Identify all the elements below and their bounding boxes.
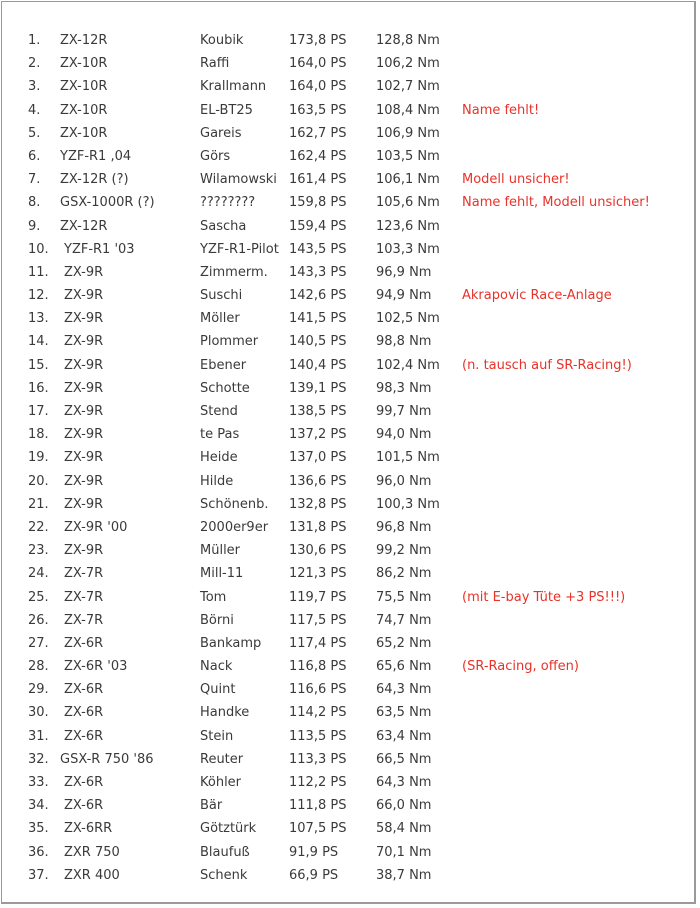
rank-cell: 12. [28, 288, 49, 304]
model-cell: ZX-9R [64, 288, 104, 304]
note-cell: (SR-Racing, offen) [462, 659, 579, 675]
rider-name-cell: Bär [200, 798, 223, 814]
horsepower-cell: 161,4 PS [289, 172, 347, 188]
table-row [0, 330, 700, 353]
table-row [0, 261, 700, 284]
torque-cell: 98,8 Nm [376, 334, 432, 350]
rider-name-cell: Blaufuß [200, 844, 250, 860]
rank-cell: 18. [28, 427, 49, 443]
torque-cell: 99,7 Nm [376, 404, 432, 419]
horsepower-cell: 121,3 PS [289, 566, 347, 582]
table-row [0, 284, 700, 307]
rider-name-cell: Gareis [200, 125, 242, 141]
table-row [0, 145, 700, 168]
horsepower-cell: 162,4 PS [289, 148, 347, 164]
rider-name-cell: Schönenb. [200, 496, 269, 512]
horsepower-cell: 132,8 PS [289, 496, 347, 512]
table-row [0, 655, 700, 678]
rank-cell: 28. [28, 659, 49, 675]
rider-name-cell: Plommer [200, 334, 259, 350]
torque-cell: 102,5 Nm [376, 311, 440, 327]
table-row [0, 562, 700, 585]
horsepower-cell: 114,2 PS [289, 705, 347, 721]
rider-name-cell: Ebener [200, 357, 247, 373]
horsepower-cell: 66,9 PS [289, 867, 339, 883]
rank-cell: 19. [28, 450, 49, 466]
torque-cell: 106,9 Nm [376, 125, 440, 141]
torque-cell: 58,4 Nm [376, 821, 432, 837]
rank-cell: 17. [28, 404, 49, 419]
horsepower-cell: 136,6 PS [289, 473, 347, 489]
torque-cell: 106,1 Nm [376, 172, 440, 188]
rider-name-cell: Schenk [200, 867, 248, 883]
model-cell: ZX-7R [64, 589, 104, 605]
horsepower-cell: 137,2 PS [289, 427, 347, 443]
rider-name-cell: Müller [200, 543, 241, 559]
rank-cell: 36. [28, 844, 49, 860]
model-cell: ZX-9R [64, 450, 104, 466]
rider-name-cell: ???????? [200, 195, 256, 211]
torque-cell: 64,3 Nm [376, 775, 432, 790]
horsepower-cell: 139,1 PS [289, 380, 347, 396]
model-cell: ZX-12R (?) [60, 172, 129, 188]
model-cell: ZX-9R [64, 473, 104, 489]
model-cell: ZXR 400 [64, 867, 120, 883]
table-row [0, 701, 700, 724]
horsepower-cell: 142,6 PS [289, 288, 347, 304]
horsepower-cell: 140,5 PS [289, 334, 347, 350]
table-row [0, 52, 700, 75]
model-cell: ZX-12R [60, 33, 108, 48]
rank-cell: 21. [28, 496, 49, 512]
table-row [0, 400, 700, 423]
model-cell: ZX-6R [64, 705, 104, 721]
torque-cell: 101,5 Nm [376, 450, 440, 466]
rank-cell: 16. [28, 380, 49, 396]
table-row [0, 794, 700, 817]
table-row [0, 516, 700, 539]
model-cell: GSX-R 750 '86 [60, 751, 154, 767]
table-row [0, 99, 700, 122]
rider-name-cell: Hilde [200, 473, 234, 489]
model-cell: ZX-9R [64, 427, 104, 443]
horsepower-cell: 164,0 PS [289, 79, 347, 95]
model-cell: ZX-7R [64, 566, 104, 582]
ranking-table [0, 29, 700, 887]
rider-name-cell: Stend [200, 404, 238, 419]
model-cell: ZX-7R [64, 612, 104, 628]
torque-cell: 70,1 Nm [376, 844, 432, 860]
rank-cell: 13. [28, 311, 49, 327]
rider-name-cell: 2000er9er [200, 519, 269, 535]
rider-name-cell: Tom [200, 589, 227, 605]
table-row [0, 423, 700, 446]
horsepower-cell: 112,2 PS [289, 775, 347, 790]
table-row [0, 29, 700, 52]
torque-cell: 74,7 Nm [376, 612, 432, 628]
rider-name-cell: Zimmerm. [200, 264, 268, 280]
torque-cell: 75,5 Nm [376, 589, 432, 605]
rider-name-cell: Görs [200, 148, 231, 164]
note-cell: Akrapovic Race-Anlage [462, 288, 612, 304]
rank-cell: 23. [28, 543, 49, 559]
model-cell: ZX-12R [60, 218, 108, 234]
rider-name-cell: Stein [200, 728, 234, 744]
torque-cell: 102,4 Nm [376, 357, 440, 373]
table-row [0, 841, 700, 864]
table-row [0, 168, 700, 191]
model-cell: ZX-10R [60, 125, 108, 141]
torque-cell: 64,3 Nm [376, 682, 432, 698]
table-row [0, 817, 700, 840]
table-row [0, 191, 700, 214]
rank-cell: 6. [28, 148, 41, 164]
torque-cell: 105,6 Nm [376, 195, 440, 211]
model-cell: ZX-10R [60, 56, 108, 72]
table-row [0, 678, 700, 701]
note-cell: Modell unsicher! [462, 172, 570, 188]
note-cell: Name fehlt, Modell unsicher! [462, 195, 650, 211]
torque-cell: 96,8 Nm [376, 519, 432, 535]
rank-cell: 25. [28, 589, 49, 605]
model-cell: ZX-9R [64, 380, 104, 396]
note-cell: Name fehlt! [462, 102, 540, 118]
model-cell: ZX-9R [64, 357, 104, 373]
torque-cell: 103,5 Nm [376, 148, 440, 164]
table-row [0, 307, 700, 330]
rank-cell: 35. [28, 821, 49, 837]
table-row [0, 771, 700, 794]
table-row [0, 539, 700, 562]
rank-cell: 7. [28, 172, 41, 188]
model-cell: ZX-9R [64, 264, 104, 280]
torque-cell: 99,2 Nm [376, 543, 432, 559]
model-cell: ZX-6RR [64, 821, 113, 837]
horsepower-cell: 162,7 PS [289, 125, 347, 141]
rider-name-cell: Sascha [200, 218, 247, 234]
torque-cell: 123,6 Nm [376, 218, 440, 234]
torque-cell: 96,0 Nm [376, 473, 432, 489]
torque-cell: 65,2 Nm [376, 635, 432, 651]
model-cell: ZXR 750 [64, 844, 120, 860]
table-row [0, 748, 700, 771]
torque-cell: 94,9 Nm [376, 288, 432, 304]
torque-cell: 63,4 Nm [376, 728, 432, 744]
rank-cell: 20. [28, 473, 49, 489]
rank-cell: 34. [28, 798, 49, 814]
horsepower-cell: 131,8 PS [289, 519, 347, 535]
horsepower-cell: 159,8 PS [289, 195, 347, 211]
model-cell: ZX-10R [60, 102, 108, 118]
rider-name-cell: Koubik [200, 33, 244, 48]
torque-cell: 94,0 Nm [376, 427, 432, 443]
rider-name-cell: Schotte [200, 380, 250, 396]
rider-name-cell: Krallmann [200, 79, 267, 95]
table-row [0, 493, 700, 516]
table-row [0, 238, 700, 261]
model-cell: ZX-6R [64, 728, 104, 744]
rider-name-cell: Heide [200, 450, 238, 466]
horsepower-cell: 143,5 PS [289, 241, 347, 257]
model-cell: ZX-6R [64, 775, 104, 790]
horsepower-cell: 137,0 PS [289, 450, 347, 466]
horsepower-cell: 113,5 PS [289, 728, 347, 744]
rank-cell: 8. [28, 195, 41, 211]
horsepower-cell: 173,8 PS [289, 33, 347, 48]
table-row [0, 215, 700, 238]
horsepower-cell: 163,5 PS [289, 102, 347, 118]
model-cell: ZX-9R [64, 543, 104, 559]
rider-name-cell: Suschi [200, 288, 243, 304]
table-row [0, 75, 700, 98]
model-cell: ZX-9R [64, 404, 104, 419]
rider-name-cell: YZF-R1-Pilot [200, 241, 279, 257]
rank-cell: 10. [28, 241, 49, 257]
rider-name-cell: Mill-11 [200, 566, 244, 582]
torque-cell: 66,0 Nm [376, 798, 432, 814]
model-cell: GSX-1000R (?) [60, 195, 155, 211]
horsepower-cell: 130,6 PS [289, 543, 347, 559]
torque-cell: 106,2 Nm [376, 56, 440, 72]
table-row [0, 725, 700, 748]
model-cell: ZX-6R '03 [64, 659, 128, 675]
model-cell: ZX-6R [64, 682, 104, 698]
torque-cell: 108,4 Nm [376, 102, 440, 118]
horsepower-cell: 107,5 PS [289, 821, 347, 837]
table-row [0, 609, 700, 632]
rank-cell: 11. [28, 264, 49, 280]
table-row [0, 354, 700, 377]
rider-name-cell: Wilamowski [200, 172, 277, 188]
model-cell: ZX-9R [64, 496, 104, 512]
torque-cell: 96,9 Nm [376, 264, 432, 280]
rank-cell: 3. [28, 79, 41, 95]
rank-cell: 22. [28, 519, 49, 535]
rank-cell: 26. [28, 612, 49, 628]
rider-name-cell: Raffi [200, 56, 230, 72]
torque-cell: 38,7 Nm [376, 867, 432, 883]
rank-cell: 4. [28, 102, 41, 118]
torque-cell: 128,8 Nm [376, 33, 440, 48]
note-cell: (n. tausch auf SR-Racing!) [462, 357, 632, 373]
model-cell: ZX-9R [64, 334, 104, 350]
model-cell: ZX-9R '00 [64, 519, 128, 535]
rank-cell: 9. [28, 218, 41, 234]
rider-name-cell: Reuter [200, 751, 244, 767]
horsepower-cell: 117,5 PS [289, 612, 347, 628]
rider-name-cell: Götztürk [200, 821, 257, 837]
rank-cell: 1. [28, 33, 41, 48]
horsepower-cell: 140,4 PS [289, 357, 347, 373]
torque-cell: 65,6 Nm [376, 659, 432, 675]
rider-name-cell: Quint [200, 682, 236, 698]
torque-cell: 102,7 Nm [376, 79, 440, 95]
torque-cell: 103,3 Nm [376, 241, 440, 257]
rank-cell: 14. [28, 334, 49, 350]
rider-name-cell: te Pas [200, 427, 240, 443]
torque-cell: 100,3 Nm [376, 496, 440, 512]
table-row [0, 632, 700, 655]
horsepower-cell: 113,3 PS [289, 751, 347, 767]
horsepower-cell: 119,7 PS [289, 589, 347, 605]
rank-cell: 30. [28, 705, 49, 721]
horsepower-cell: 141,5 PS [289, 311, 347, 327]
rank-cell: 31. [28, 728, 49, 744]
torque-cell: 98,3 Nm [376, 380, 432, 396]
horsepower-cell: 143,3 PS [289, 264, 347, 280]
horsepower-cell: 159,4 PS [289, 218, 347, 234]
horsepower-cell: 116,8 PS [289, 659, 347, 675]
table-row [0, 586, 700, 609]
rank-cell: 29. [28, 682, 49, 698]
table-row [0, 864, 700, 887]
rank-cell: 24. [28, 566, 49, 582]
rider-name-cell: Möller [200, 311, 240, 327]
horsepower-cell: 164,0 PS [289, 56, 347, 72]
horsepower-cell: 138,5 PS [289, 404, 347, 419]
torque-cell: 86,2 Nm [376, 566, 432, 582]
rider-name-cell: Börni [200, 612, 234, 628]
model-cell: ZX-6R [64, 798, 104, 814]
rank-cell: 27. [28, 635, 49, 651]
horsepower-cell: 91,9 PS [289, 844, 339, 860]
rider-name-cell: Bankamp [200, 635, 262, 651]
model-cell: YZF-R1 '03 [64, 241, 135, 257]
table-row [0, 446, 700, 469]
rank-cell: 37. [28, 867, 49, 883]
horsepower-cell: 111,8 PS [289, 798, 347, 814]
table-row [0, 470, 700, 493]
rank-cell: 2. [28, 56, 41, 72]
rider-name-cell: EL-BT25 [200, 102, 253, 118]
note-cell: (mit E-bay Tüte +3 PS!!!) [462, 589, 626, 605]
rank-cell: 5. [28, 125, 41, 141]
torque-cell: 63,5 Nm [376, 705, 432, 721]
rank-cell: 33. [28, 775, 49, 790]
horsepower-cell: 117,4 PS [289, 635, 347, 651]
model-cell: YZF-R1 ,04 [60, 148, 132, 164]
horsepower-cell: 116,6 PS [289, 682, 347, 698]
torque-cell: 66,5 Nm [376, 751, 432, 767]
table-row [0, 377, 700, 400]
rank-cell: 32. [28, 751, 49, 767]
model-cell: ZX-9R [64, 311, 104, 327]
model-cell: ZX-6R [64, 635, 104, 651]
rider-name-cell: Nack [200, 659, 233, 675]
rider-name-cell: Handke [200, 705, 250, 721]
rank-cell: 15. [28, 357, 49, 373]
rider-name-cell: Köhler [200, 775, 242, 790]
model-cell: ZX-10R [60, 79, 108, 95]
table-row [0, 122, 700, 145]
